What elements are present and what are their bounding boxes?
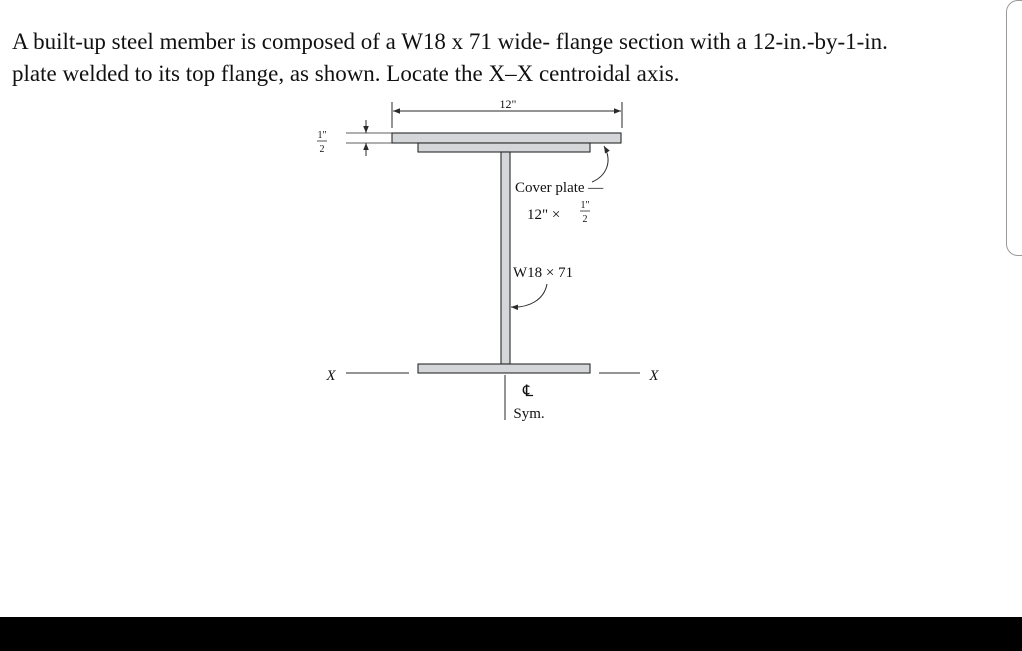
x-axis-label-right: X [649,368,659,384]
width-dimension-label: 12" [499,97,517,111]
cover-plate-frac-den: 2 [582,214,588,225]
cover-plate-label: Cover plate — [515,180,604,196]
bottom-flange [418,364,590,373]
bottom-navigation-bar [0,617,1022,651]
sym-label: Sym. [513,406,545,422]
cover-plate-leader [592,146,608,182]
cover-plate-frac-num: 1" [580,200,590,211]
problem-line-1: A built-up steel member is composed of a W18 x 71 wide- flange section with a 12-in.-by-1-in. [12,29,888,54]
cover-plate [392,133,621,143]
cover-plate-size: 12" × [527,207,561,223]
centerline-symbol: ℄ [522,383,534,400]
section-leader [511,284,547,307]
thickness-frac-num: 1" [317,130,327,141]
x-axis-label-left: X [326,368,336,384]
problem-line-2: plate welded to its top flange, as shown. Locate the X–X centroidal axis. [12,61,680,86]
thickness-frac-den: 2 [319,144,325,155]
web [501,152,510,364]
top-flange [418,143,590,152]
section-label: W18 × 71 [513,265,574,281]
